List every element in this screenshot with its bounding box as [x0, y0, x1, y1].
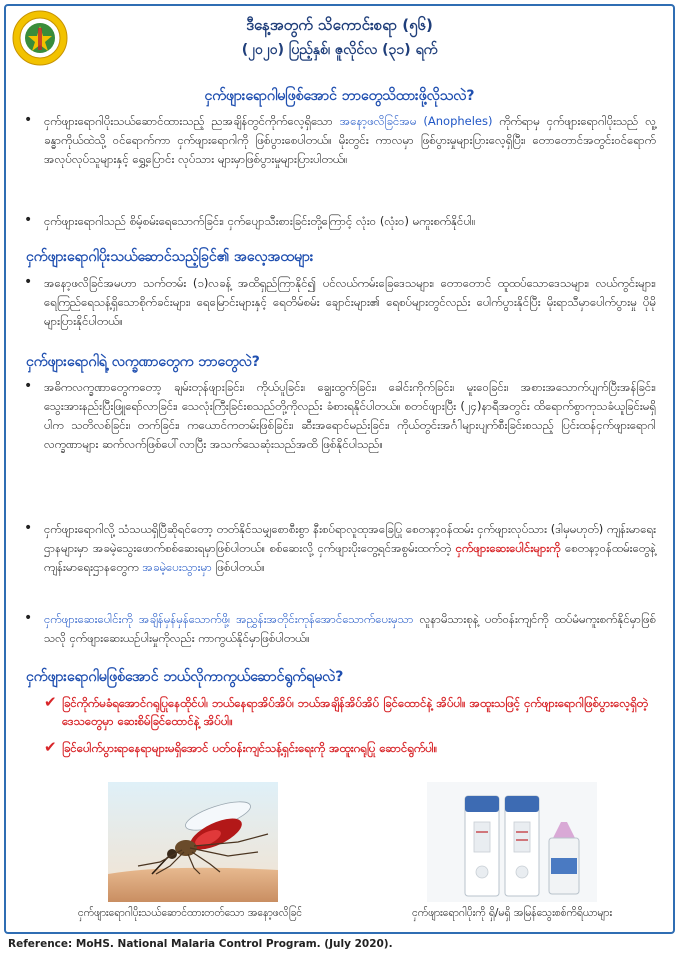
reference: Reference: MoHS. National Malaria Control Program. (July 2020).: [8, 938, 393, 950]
section-title-prevention: ငှက်ဖျားရောဂါမဖြစ်အောင် ဘယ်လိုကာကွယ်ဆောင်ရွက်ရမလဲ?: [26, 669, 344, 685]
title-line-2: (၂၀၂၀) ပြည့်နှစ်၊ ဇူလိုင်လ (၃၁) ရက်: [241, 42, 438, 58]
title-line-1: ဒီနေ့အတွက် သိကောင်းစရာ (၅၆): [246, 16, 433, 34]
p2-highlight-drugs: ငှက်ဖျားဆေးပေါင်းများကို: [455, 541, 561, 555]
mosquito-caption: ငှက်ဖျားရောဂါပိုးသယ်ဆောင်ထားတတ်သော အနော့ဖလိခြင်: [77, 907, 303, 919]
main-question: ငှက်ဖျားရောဂါမဖြစ်အောင် ဘာတွေသိထားဖို့လိုသလဲ?: [204, 88, 475, 104]
intro-paragraph-1: [44, 112, 656, 169]
bullet-dot: •: [24, 274, 33, 290]
section-title-symptoms: ငှက်ဖျားရောဂါရဲ့ လက္ခဏာတွေက ဘာတွေလဲ?: [26, 354, 260, 370]
intro-p1-text-b: ကိုက်ရာမှ ငှက်ဖျားရောဂါပိုးသည် လူ့ခန္ဓာကိုယ်ထဲသို့ ဝင်ရောက်ကာ ငှက်ဖျားရောဂါကို ဖြစ်ပွားစေပါတယ်။ မိုးတွင်း ကာလမှာ ဖြစ်ပွားမှုများပြားလေ့ရှိပြီး၊ တောတောင်အတွင်းဝင်ရောက်အလုပ်လုပ်သူများနှင့် ရွှေ့ပြောင်း လုပ်သား များမှာဖြစ်ပွားမှုများပြားပါတယ်။: [44, 114, 656, 166]
rapid-test-image: [427, 782, 597, 902]
p2-highlight-free: အခမဲ့ပေးသွားမှာ: [142, 560, 212, 574]
bullet-dot: •: [24, 212, 33, 228]
p3-text-b: လူနာမိသားစုနဲ့ ပတ်ဝန်းကျင်ကို ထပ်မံမကူးစက်နိုင်မှာဖြစ်သလို ငှက်ဖျားဆေးယဉ်ပါးမှုကိုလည်း ကာကွယ်နိုင်မှာဖြစ်ပါတယ်။: [44, 612, 656, 645]
habits-paragraph: အနော့ဖလိခြင်အမဟာ သက်တမ်း (၁)လခန့် အထိရှည်ကြာနိုင်၍ ပင်လယ်ကမ်းခြေဒေသများ၊ တောတောင် ထူထပ်သောဒေသများ၊ လယ်ကွင်းများ၊ ရေကြည်ရေသန့်ရှိသောစိုက်ခင်းများ၊ ရေမြောင်းများနှင့် ရေတိမ်စမ်း ချောင်းများ၏ ရေစပ်များတွင်လည်း ပေါက်ပွားနိုင်ပြီး မိုးရာသီမှာပေါက်ပွားမှု ပိုမိုများပြားနိုင်ပါတယ်။: [44, 276, 656, 328]
mosquito-image: [108, 782, 278, 902]
p2-text-b: စေတနာ့ဝန်ထမ်းတွေနဲ့ ကျန်းမာရေးဌာနတွေက: [44, 541, 656, 574]
check-icon: ✔: [44, 693, 57, 711]
intro-p1-text-a: ငှက်ဖျားရောဂါပိုးသယ်ဆောင်ထားသည့် ညအချိန်တွင်ကိုက်လေ့ရှိသော: [44, 114, 340, 128]
section-title-habits: ငှက်ဖျားရောဂါပိုးသယ်ဆောင်သည့်ခြင်၏ အလေ့အထများ: [26, 249, 314, 265]
bullet-dot: •: [24, 112, 33, 128]
intro-paragraph-2: ငှက်ဖျားရောဂါသည် စိမ့်စမ်းရေသောက်ခြင်း၊ ငှက်ပျောသီးစားခြင်းတို့ကြောင့် လုံးဝ (လုံးဝ) မကူးစက်နိုင်ပါ။: [44, 214, 476, 228]
prevention-item-2: ခြင်ပေါက်ပွားရာနေရာများမရှိအောင် ပတ်ဝန်းကျင်သန့်ရှင်းရေးကို အထူးဂရုပြု ဆောင်ရွက်ပါ။: [62, 741, 438, 755]
bullet-dot: •: [24, 520, 33, 536]
p3-highlight: ငှက်ဖျားဆေးပေါင်းကို အချိန်မှန်မှန်သောက်ဖို့၊ အညွှန်းအတိုင်းကုန်အောင်သောက်ပေးမှသာ: [44, 612, 414, 626]
bullet-dot: •: [24, 378, 33, 394]
intro-p1-highlight: အနော့ဖလိခြင်အမ (Anopheles): [339, 114, 493, 128]
symptoms-paragraph-2: [44, 520, 656, 577]
check-icon: ✔: [44, 738, 57, 756]
bullet-dot: •: [24, 610, 33, 626]
p2-text-c: ဖြစ်ပါတယ်။: [211, 560, 265, 574]
symptoms-paragraph-1: အဓိကလက္ခဏာတွေကတော့ ချမ်းတုန်ဖျားခြင်း၊ ကိုယ်ပူခြင်း၊ ချွေးထွက်ခြင်း၊ ခေါင်းကိုက်ခြင်း၊ မူးဝေခြင်း၊ အစားအသောက်ပျက်ပြီးအန်ခြင်း၊ သွေးအားနည်းပြီးဖြူရော်လာခြင်း၊ သေလုံးကြီးခြင်းစသည်တို့ကိုလည်း ခံစားရနိုင်ပါတယ်။ စတင်ဖျားပြီး (၂၄)နာရီအတွင်း ထိရောက်စွာကုသခံယူခြင်းမရှိပါက သတိလစ်ခြင်း၊ တက်ခြင်း၊ ကယောင်ကတမ်းဖြစ်ခြင်း၊ ဆီးအရောင်မည်းခြင်း၊ ကိုယ်တွင်းအင်္ဂါများပျက်စီးခြင်းစသည့် ပြင်းထန်ငှက်ဖျားရောဂါ လက္ခဏာများ ဆက်လက်ဖြစ်ပေါ်လာပြီး အသက်သေဆုံးသည်အထိ ဖြစ်နိုင်ပါသည်။: [44, 380, 656, 451]
prevention-item-1: ခြင်ကိုက်မခံရအောင်ဂရုပြုနေထိုင်ပါ၊ ဘယ်နေရာအိပ်အိပ်၊ ဘယ်အချိန်အိပ်အိပ် ခြင်ထောင်နဲ့ အိပ်ပါ။ အထူးသဖြင့် ငှက်ဖျားရောဂါဖြစ်ပွားလေ့ရှိတဲ့ဒေသတွေမှာ ဆေးစိမ်ခြင်ထောင်နဲ့ အိပ်ပါ။: [62, 696, 648, 728]
p2-text-a: ငှက်ဖျားရောဂါလို့ သံသယရှိပြီဆိုရင်တော့ တတ်နိုင်သမျှစောစီးစွာ နီးစပ်ရာလူထုအခြေပြု စေတနာ့ဝန်ထမ်း ငှက်ဖျားလုပ်သား (ဒါမှမဟုတ်) ကျန်းမာရေးဌာနများမှာ အခမဲ့သွေးဖောက်စစ်ဆေးရမှာဖြစ်ပါတယ်။ စစ်ဆေးလို့ ငှက်ဖျားပိုးတွေ့ရင်အစွမ်းထက်တဲ့: [44, 522, 656, 555]
test-caption: ငှက်ဖျားရောဂါပိုးကို ရှိ/မရှိ အမြန်သွေးစစ်ကိရိယာများ: [411, 907, 612, 919]
symptoms-paragraph-3: [44, 610, 656, 648]
